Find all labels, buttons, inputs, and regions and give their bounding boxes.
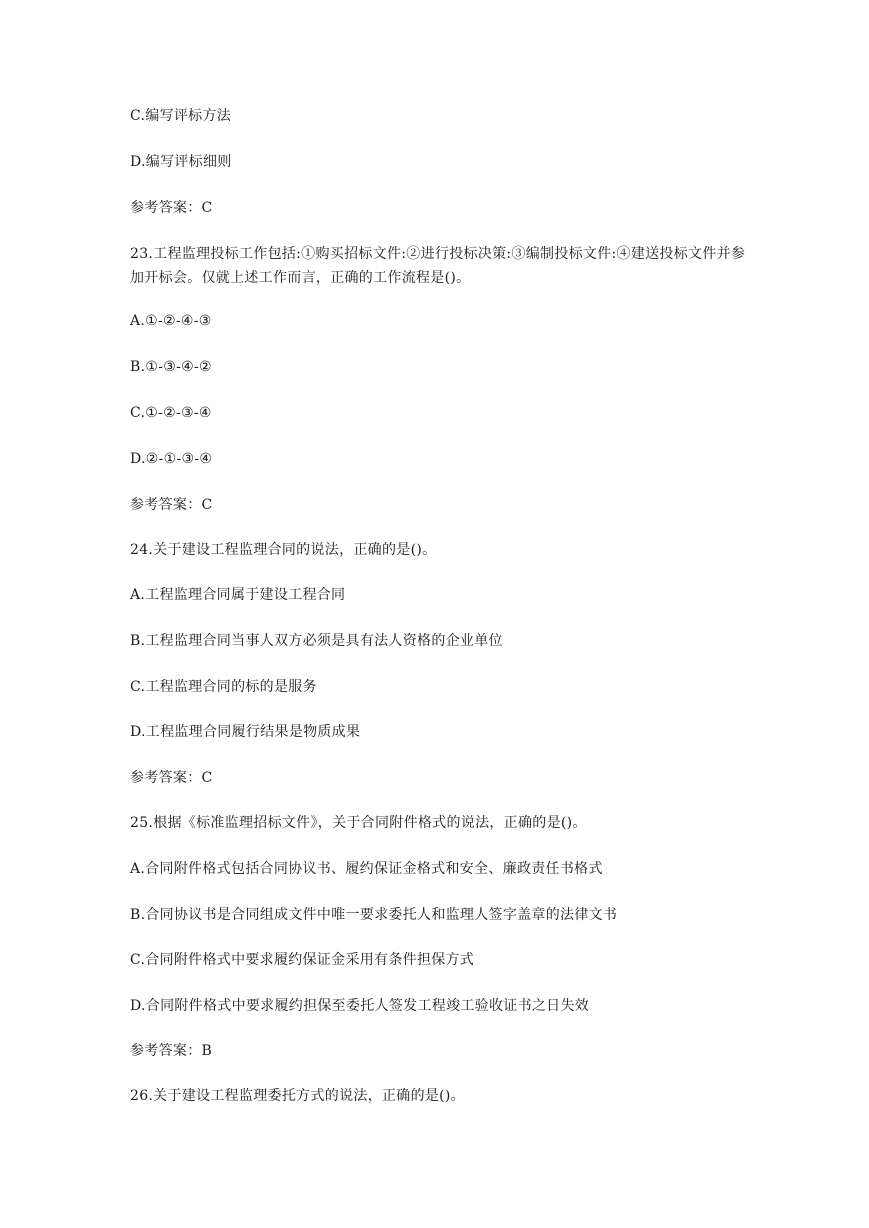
question-24: 24.关于建设工程监理合同的说法，正确的是()。 (130, 542, 437, 558)
option-c-q23: C.①-②-③-④ (130, 405, 212, 421)
option-c-q25: C.合同附件格式中要求履约保证金采用有条件担保方式 (130, 952, 475, 968)
answer-q25: 参考答案：B (130, 1043, 213, 1059)
question-26: 26.关于建设工程监理委托方式的说法，正确的是()。 (130, 1088, 465, 1104)
option-b-q23: B.①-③-④-② (130, 359, 212, 375)
option-d-q23: D.②-①-③-④ (130, 451, 213, 467)
question-23: 23.工程监理投标工作包括:①购买招标文件:②进行投标决策:③编制投标文件:④建送投标文件并参加开标会。仅就上述工作而言，正确的工作流程是()。 (130, 246, 746, 286)
option-b-q25: B.合同协议书是合同组成文件中唯一要求委托人和监理人签字盖章的法律文书 (130, 907, 618, 923)
option-a-q23: A.①-②-④-③ (130, 313, 212, 329)
option-d-q22: D.编写评标细则 (130, 154, 232, 170)
option-a-q24: A.工程监理合同属于建设工程合同 (130, 587, 346, 603)
answer-q24: 参考答案：C (130, 770, 213, 786)
option-d-q24: D.工程监理合同履行结果是物质成果 (130, 724, 361, 740)
option-c-q22: C.编写评标方法 (130, 108, 232, 124)
option-c-q24: C.工程监理合同的标的是服务 (130, 679, 317, 695)
option-b-q24: B.工程监理合同当事人双方必须是具有法人资格的企业单位 (130, 633, 503, 649)
option-d-q25: D.合同附件格式中要求履约担保至委托人签发工程竣工验收证书之日失效 (130, 998, 590, 1014)
answer-q23: 参考答案：C (130, 497, 213, 513)
answer-q22: 参考答案：C (130, 200, 213, 216)
option-a-q25: A.合同附件格式包括合同协议书、履约保证金格式和安全、廉政责任书格式 (130, 861, 603, 877)
question-25: 25.根据《标准监理招标文件》，关于合同附件格式的说法，正确的是()。 (130, 815, 587, 831)
